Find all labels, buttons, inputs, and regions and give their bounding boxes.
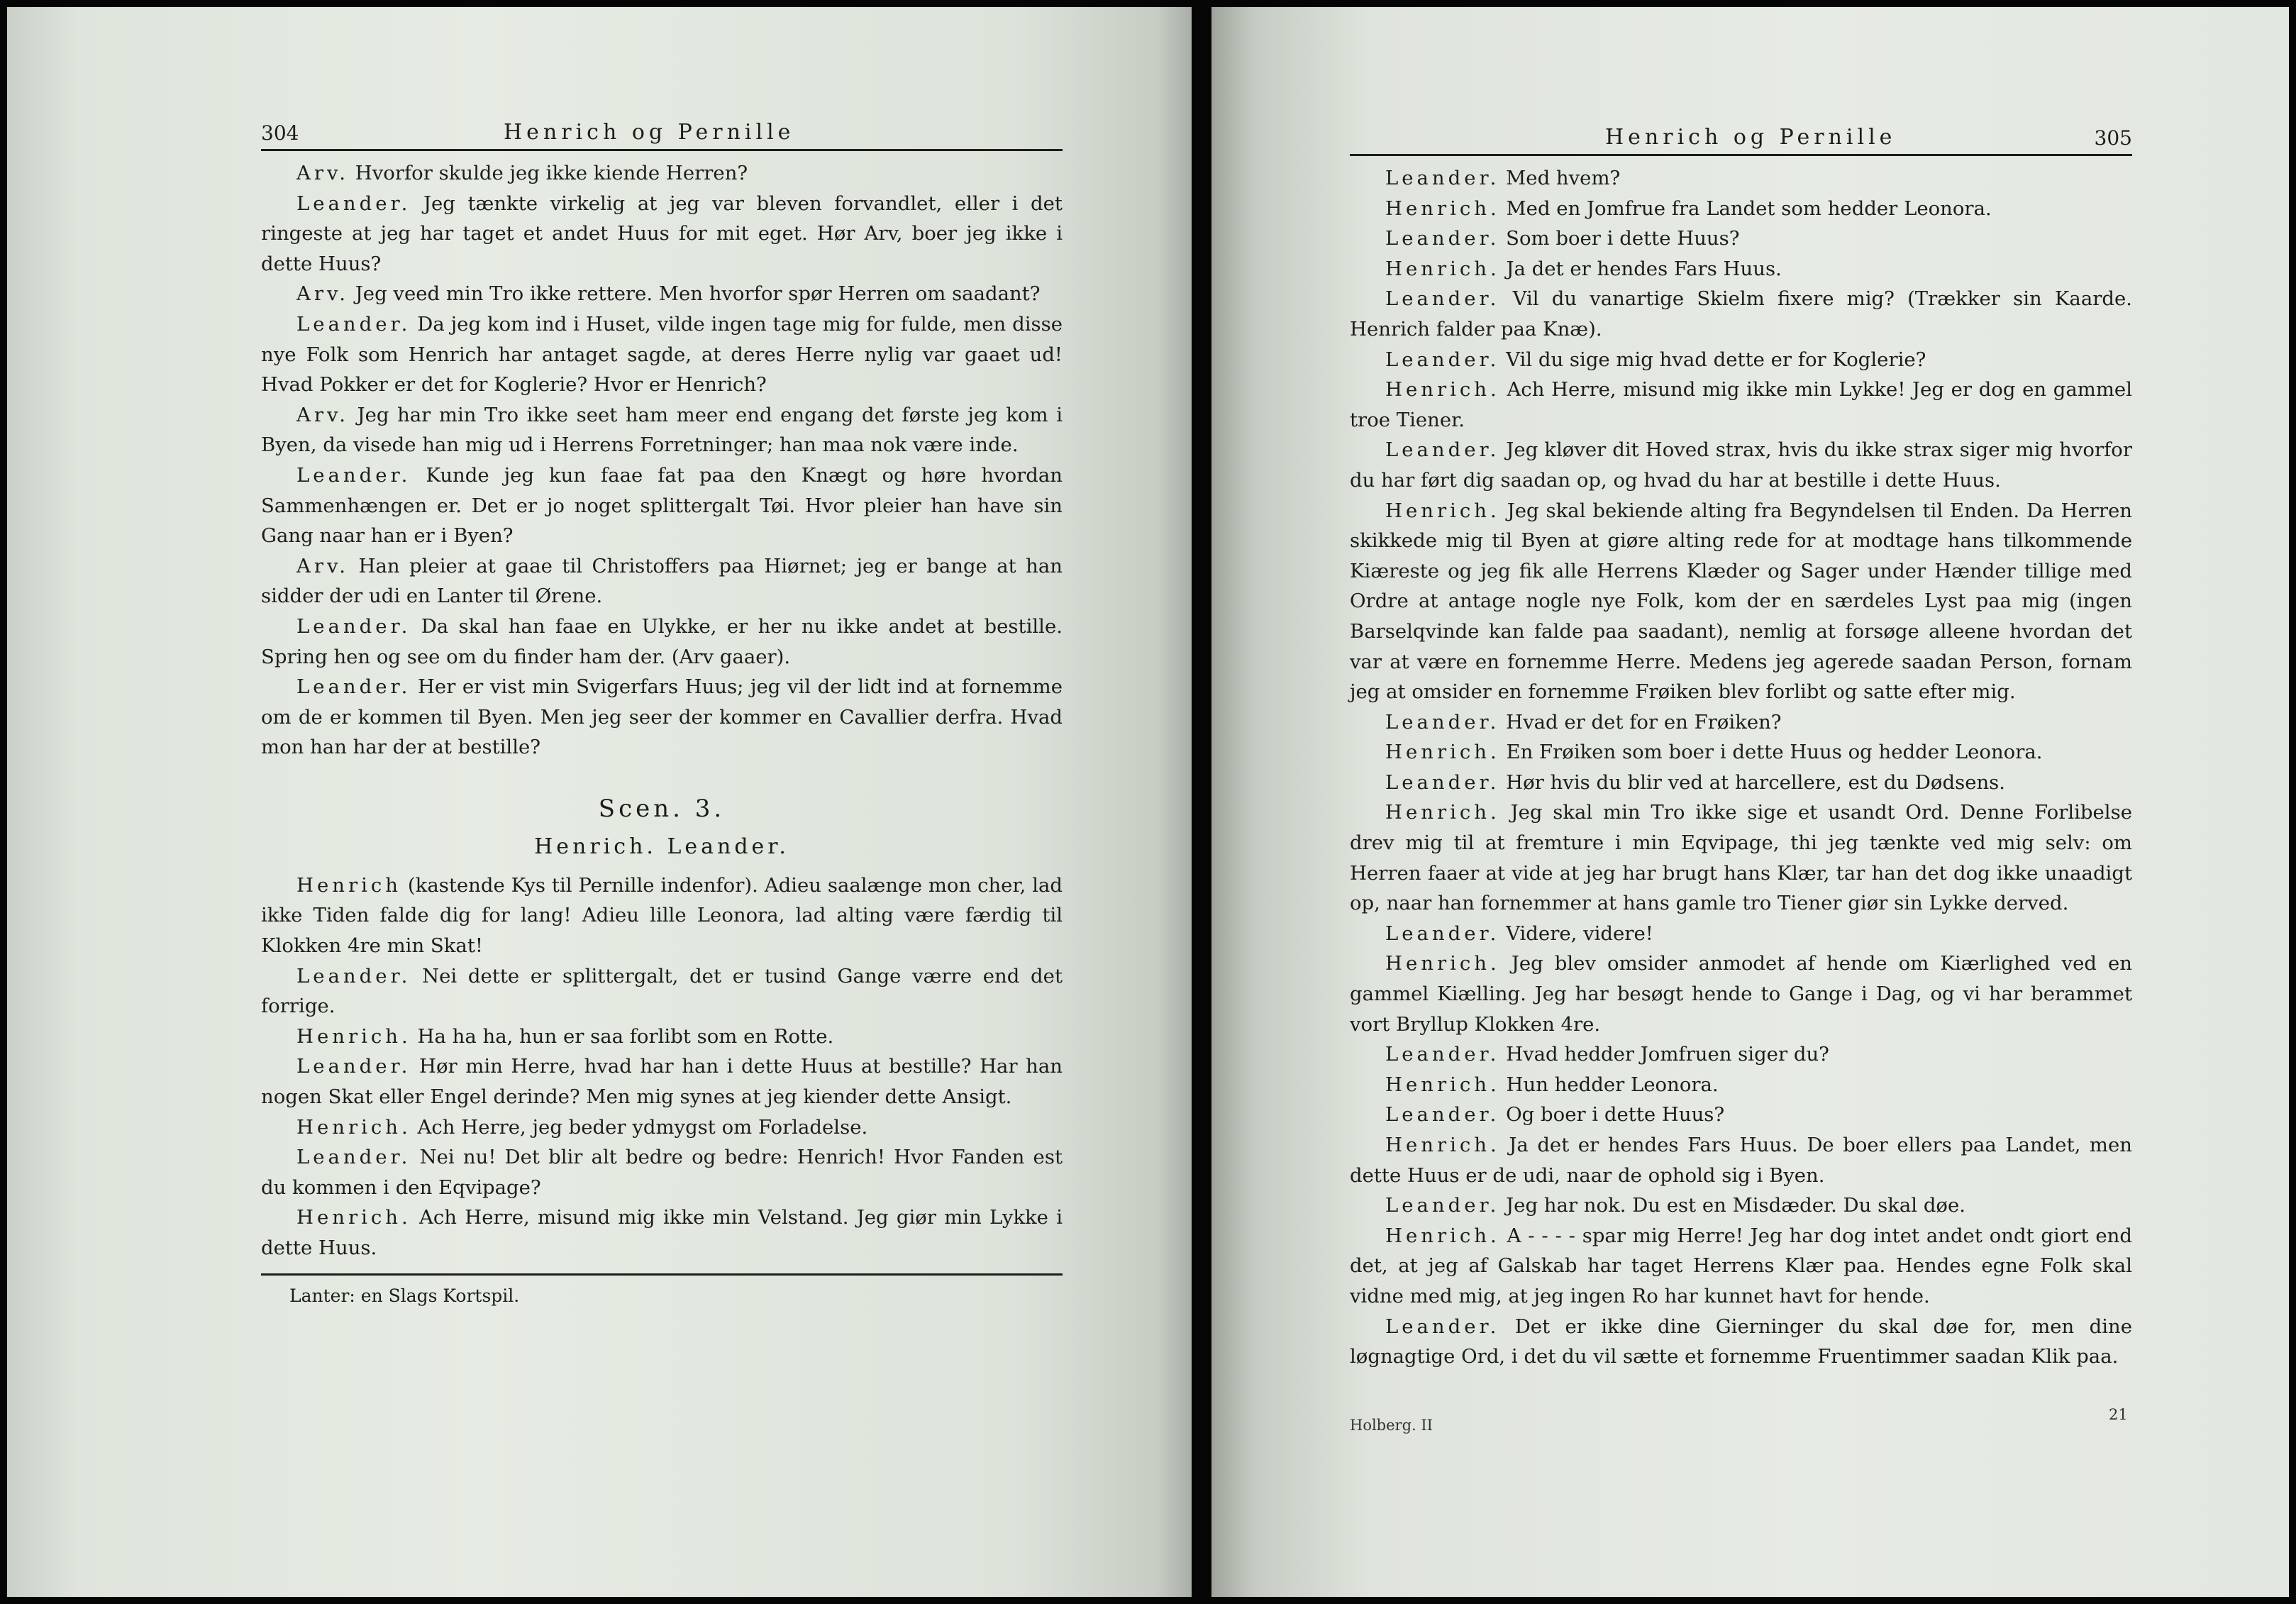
- dialogue-line: [261, 672, 1063, 763]
- dialogue-line: [1350, 254, 2132, 284]
- right-running-header: [1350, 117, 2132, 156]
- dialogue-line: [261, 551, 1063, 612]
- speaker-name: Leander.: [296, 964, 411, 988]
- speech-text: Ach Herre, misund mig ikke min Velstand. Jeg giør min Lykke i dette Huus.: [261, 1206, 1063, 1259]
- dialogue-line: [1350, 1070, 2132, 1100]
- dialogue-line: [261, 1202, 1063, 1263]
- speech-text: Ha ha ha, hun er saa forlibt som en Rotte.: [417, 1024, 834, 1048]
- speaker-name: Leander.: [296, 192, 411, 215]
- speaker-name: Henrich.: [1385, 197, 1500, 220]
- speech-text: Jeg tænkte virkelig at jeg var bleven forvandlet, eller i det ringeste at jeg har taget et andet Huus for mit eget. Hør Arv, boer jeg ikke i dette Huus?: [261, 192, 1063, 275]
- dialogue-line: [1350, 345, 2132, 375]
- speech-text: Hør hvis du blir ved at harcellere, est du Dødsens.: [1506, 770, 2006, 794]
- speaker-name: Leander.: [1385, 167, 1500, 189]
- speech-text: Ja det er hendes Fars Huus. De boer ellers paa Landet, men dette Huus er de udi, naar de ophold sig i Byen.: [1350, 1134, 2132, 1187]
- speaker-name: Henrich.: [1385, 499, 1500, 522]
- speaker-name: Leander.: [1385, 1103, 1500, 1127]
- speech-text: Og boer i dette Huus?: [1506, 1103, 1725, 1127]
- book-gutter: [1192, 0, 1211, 1604]
- speech-text: Jeg har nok. Du est en Misdæder. Du skal døe.: [1506, 1194, 1965, 1217]
- footnote-rule: [261, 1273, 1063, 1276]
- speaker-name: Leander.: [296, 1055, 411, 1078]
- dialogue-line: [1350, 1130, 2132, 1190]
- signature-number: 21: [2109, 1406, 2128, 1423]
- right-body: [1350, 163, 2132, 1372]
- speech-text: Videre, videre!: [1506, 922, 1653, 945]
- speaker-name: Henrich.: [296, 1206, 411, 1229]
- speaker-name: Leander.: [296, 1146, 411, 1169]
- speech-text: Som boer i dette Huus?: [1506, 227, 1740, 250]
- dialogue-line: [261, 612, 1063, 672]
- dialogue-line: [1350, 435, 2132, 495]
- speaker-name: Henrich.: [1385, 257, 1500, 280]
- dialogue-line: [1350, 375, 2132, 435]
- speech-text: Jeg veed min Tro ikke rettere. Men hvorfor spør Herren om saadant?: [355, 282, 1041, 306]
- speaker-name: Leander.: [296, 614, 411, 638]
- speaker-name: Leander.: [1385, 287, 1500, 311]
- speaker-name: Leander.: [1385, 1315, 1500, 1338]
- dialogue-line: [261, 961, 1063, 1022]
- dialogue-line: [1350, 707, 2132, 738]
- speaker-name: Arv.: [296, 282, 350, 306]
- left-page: [7, 7, 1192, 1597]
- speech-text: Med hvem?: [1506, 167, 1621, 189]
- dialogue-line: [1350, 194, 2132, 224]
- speaker-name: Leander.: [1385, 710, 1500, 734]
- speech-text: Jeg skal min Tro ikke sige et usandt Ord. Denne Forlibelse drev mig til at fremture i min Eqvipage, thi jeg tænkte ved mig selv: om Herren faaer at vide at jeg har brugt hans Klær, tar han det dog ikke unaadigt op, naar han fornemmer at hans gamle tro Tiener giør sin Lykke derved.: [1350, 801, 2132, 915]
- speech-text: Nei dette er splittergalt, det er tusind Gange værre end det forrige.: [261, 964, 1063, 1018]
- dialogue-line: [261, 870, 1063, 961]
- speaker-name: Leander.: [1385, 1194, 1500, 1217]
- speech-text: Da skal han faae en Ulykke, er her nu ikke andet at bestille. Spring hen og see om du finder ham der. (Arv gaaer).: [261, 614, 1063, 668]
- left-running-title: Henrich og Pernille: [504, 120, 795, 145]
- speech-text: Det er ikke dine Gierninger du skal døe for, men dine løgnagtige Ord, i det du vil sætte et fornemme Fruentimmer saadan Klik paa.: [1350, 1315, 2132, 1368]
- dialogue-line: [261, 158, 1063, 189]
- speech-text: Vil du sige mig hvad dette er for Koglerie?: [1506, 348, 1926, 371]
- speaker-name: Leander.: [296, 675, 411, 699]
- speaker-name: Leander.: [1385, 1043, 1500, 1066]
- speaker-name: Henrich: [296, 873, 402, 897]
- left-running-header: [261, 112, 1063, 151]
- scene-persons: Henrich. Leander.: [534, 834, 789, 859]
- speaker-name: Henrich.: [1385, 378, 1500, 402]
- right-page: [1211, 7, 2289, 1597]
- right-running-title: Henrich og Pernille: [1605, 125, 1897, 150]
- dialogue-line: [261, 400, 1063, 460]
- speaker-name: Henrich.: [1385, 1134, 1500, 1156]
- speaker-name: Henrich.: [296, 1024, 411, 1048]
- dialogue-line: [1350, 1312, 2132, 1372]
- speech-text: Vil du vanartige Skielm fixere mig? (Trækker sin Kaarde. Henrich falder paa Knæ).: [1350, 287, 2132, 341]
- left-body: [261, 158, 1063, 1306]
- dialogue-line: [1350, 163, 2132, 194]
- speech-text: Hvorfor skulde jeg ikke kiende Herren?: [355, 162, 748, 184]
- speaker-name: Henrich.: [296, 1115, 411, 1139]
- signature-mark: Holberg. II: [1350, 1417, 1433, 1434]
- dialogue-line: [261, 1112, 1063, 1143]
- speech-text: Kunde jeg kun faae fat paa den Knægt og høre hvordan Sammenhængen er. Det er jo noget splittergalt Tøi. Hvor pleier han have sin Gang naar han er i Byen?: [261, 463, 1063, 548]
- speech-text: Hvad er det for en Frøiken?: [1506, 710, 1782, 734]
- dialogue-line: [261, 1051, 1063, 1112]
- dialogue-line: [1350, 223, 2132, 254]
- speech-text: Ach Herre, jeg beder ydmygst om Forladelse.: [417, 1115, 868, 1139]
- speech-text: Her er vist min Svigerfars Huus; jeg vil der lidt ind at fornemme om de er kommen til Byen. Men jeg seer der kommer en Cavallier derfra. Hvad mon han har der at bestille?: [261, 675, 1063, 759]
- dialogue-line: [1350, 1100, 2132, 1130]
- speech-text: Ja det er hendes Fars Huus.: [1506, 257, 1782, 280]
- speech-text: Nei nu! Det blir alt bedre og bedre: Henrich! Hvor Fanden est du kommen i den Eqvipage?: [261, 1146, 1063, 1199]
- footnote: Lanter: en Slags Kortspil.: [289, 1285, 520, 1306]
- speech-text: Jeg har min Tro ikke seet ham meer end engang det første jeg kom i Byen, da visede han mig ud i Herrens Forretninger; han maa nok være inde.: [261, 403, 1063, 457]
- speaker-name: Henrich.: [1385, 1073, 1500, 1096]
- speaker-name: Arv.: [296, 403, 350, 426]
- right-page-number: 305: [2094, 126, 2132, 150]
- speaker-name: Arv.: [296, 162, 350, 184]
- speech-text: Hør min Herre, hvad har han i dette Huus at bestille? Har han nogen Skat eller Engel derinde? Men mig synes at jeg kiender dette Ansigt.: [261, 1055, 1063, 1109]
- dialogue-line: [261, 460, 1063, 551]
- speaker-name: Leander.: [1385, 438, 1500, 462]
- speaker-name: Leander.: [296, 312, 411, 336]
- speaker-name: Leander.: [1385, 922, 1500, 945]
- speaker-name: Henrich.: [1385, 801, 1500, 824]
- dialogue-line: [1350, 1039, 2132, 1070]
- dialogue-line: [1350, 1190, 2132, 1221]
- dialogue-line: [1350, 919, 2132, 949]
- speech-text: En Frøiken som boer i dette Huus og hedder Leonora.: [1506, 741, 2043, 764]
- speaker-name: Arv.: [296, 554, 350, 577]
- dialogue-line: [261, 279, 1063, 309]
- speech-text: Jeg skal bekiende alting fra Begyndelsen til Enden. Da Herren skikkede mig til Byen at giøre alting rede for at modtage hans tilkommende Kiæreste og jeg fik alle Herrens Klæder og Sager under Hænder tillige med Ordre at antage nogle nye Folk, kom der en særdeles Lyst paa mig (ingen Barselqvinde kan falde paa saadant), nemlig at forsøge alleene hvordan det var at være en fornemme Herre. Medens jeg agerede saadan Person, fornam jeg at omsider en fornemme Frøiken blev forlibt og satte efter mig.: [1350, 499, 2133, 704]
- speaker-name: Leander.: [1385, 348, 1500, 371]
- speech-text: Da jeg kom ind i Huset, vilde ingen tage mig for fulde, men disse nye Folk som Henrich har antaget sagde, at deres Herre nylig var gaaet ud! Hvad Pokker er det for Koglerie? Hvor er Henrich?: [261, 312, 1063, 397]
- speech-text: Ach Herre, misund mig ikke min Lykke! Jeg er dog en gammel troe Tiener.: [1350, 378, 2132, 431]
- speaker-name: Henrich.: [1385, 1224, 1500, 1247]
- dialogue-line: [1350, 797, 2132, 918]
- left-page-number: 304: [261, 121, 299, 145]
- speech-text: A - - - - spar mig Herre! Jeg har dog intet andet ondt giort end det, at jeg af Galskab har taget Herrens Klær paa. Hendes egne Folk skal vidne med mig, at jeg ingen Ro har kunnet havt for hende.: [1350, 1224, 2132, 1307]
- right-text-column: [1350, 117, 2132, 1372]
- speech-text: Hvad hedder Jomfruen siger du?: [1506, 1043, 1829, 1066]
- speech-text: Med en Jomfrue fra Landet som hedder Leonora.: [1506, 197, 1992, 220]
- speech-text: (kastende Kys til Pernille indenfor). Adieu saalænge mon cher, lad ikke Tiden falde dig for lang! Adieu lille Leonora, lad alting være færdig til Klokken 4re min Skat!: [261, 873, 1063, 958]
- dialogue-line: [261, 309, 1063, 400]
- dialogue-line: [261, 1142, 1063, 1202]
- speech-text: Hun hedder Leonora.: [1506, 1073, 1719, 1096]
- dialogue-line: [1350, 948, 2132, 1039]
- dialogue-line: [1350, 768, 2132, 798]
- dialogue-line: [1350, 496, 2132, 707]
- dialogue-line: [261, 1022, 1063, 1052]
- speaker-name: Leander.: [1385, 770, 1500, 794]
- dialogue-line: [1350, 737, 2132, 768]
- speech-text: Jeg kløver dit Hoved strax, hvis du ikke strax siger mig hvorfor du har ført dig saadan op, og hvad du har at bestille i dette Huus.: [1350, 438, 2132, 492]
- speaker-name: Leander.: [296, 463, 411, 487]
- dialogue-line: [1350, 284, 2132, 344]
- dialogue-line: [261, 189, 1063, 280]
- speech-text: Han pleier at gaae til Christoffers paa Hiørnet; jeg er bange at han sidder der udi en Lanter til Ørene.: [261, 554, 1063, 608]
- speech-text: Jeg blev omsider anmodet af hende om Kiærlighed ved en gammel Kiælling. Jeg har besøgt hende to Gange i Dag, og vi har berammet vort Bryllup Klokken 4re.: [1350, 952, 2132, 1036]
- dialogue-line: [1350, 1221, 2132, 1312]
- speaker-name: Henrich.: [1385, 952, 1500, 975]
- speaker-name: Leander.: [1385, 227, 1500, 250]
- speaker-name: Henrich.: [1385, 741, 1500, 764]
- scene-title: Scen. 3.: [598, 794, 726, 823]
- left-text-column: [261, 112, 1063, 1306]
